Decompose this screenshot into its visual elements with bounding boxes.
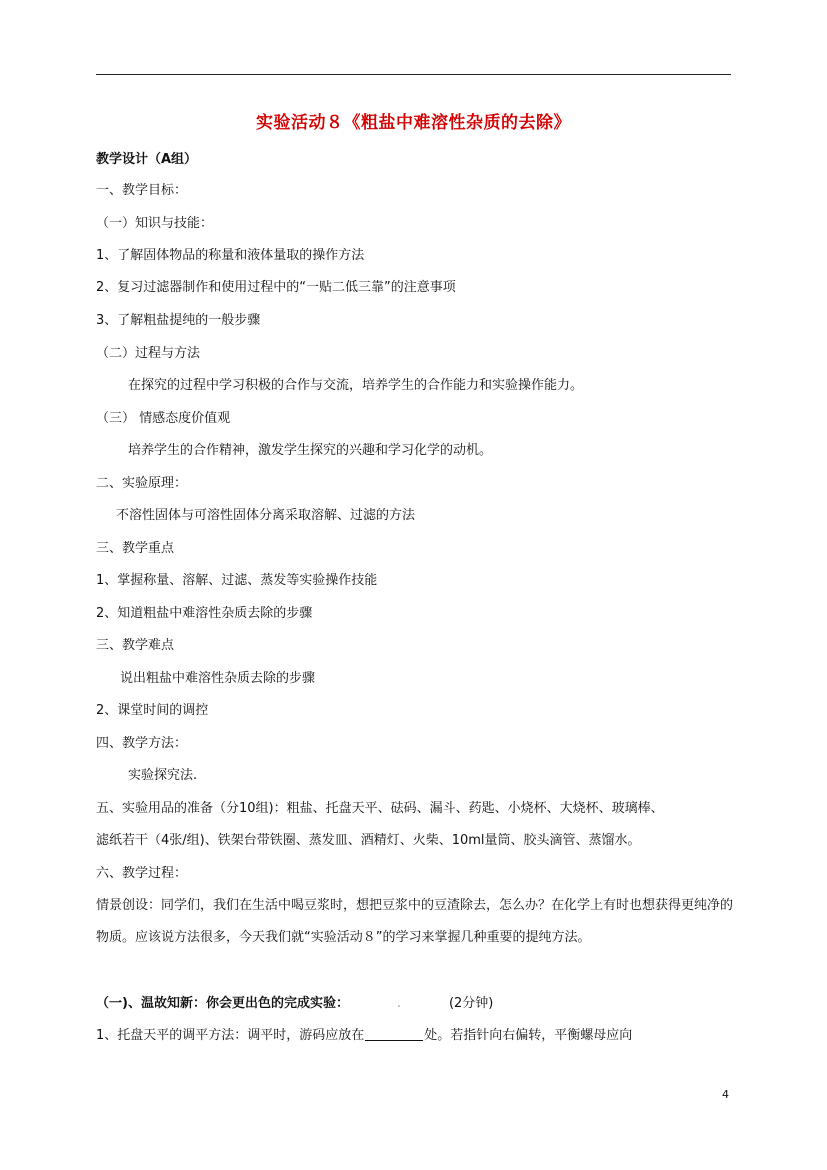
paragraph: 不溶性固体与可溶性固体分离采取溶解、过滤的方法 xyxy=(116,508,416,523)
fill-in-blank[interactable] xyxy=(365,1026,423,1041)
materials-line: 滤纸若干（4张/组)、铁架台带铁圈、蒸发皿、酒精灯、火柴、10ml量筒、胶头滴管、蒸馏水。 xyxy=(96,833,641,848)
heading-difficulties: 三、教学难点 xyxy=(96,638,175,653)
section-heading: 教学设计（A组） xyxy=(96,152,198,167)
review-duration: (2分钟) xyxy=(448,996,494,1011)
heading-objectives: 一、教学目标： xyxy=(96,183,188,198)
review-label: （一)、温故知新：你会更出色的完成实验： xyxy=(96,996,349,1011)
subheading-attitude: （三） 情感态度价值观 xyxy=(96,411,231,426)
question-text: 1、托盘天平的调平方法：调平时，游码应放在 xyxy=(96,1028,365,1043)
key-point-item: 1、掌握称量、溶解、过滤、蒸发等实验操作技能 xyxy=(96,573,378,588)
heading-principle: 二、实验原理： xyxy=(96,476,188,491)
subheading-process: （二）过程与方法 xyxy=(96,346,201,361)
key-point-item: 2、知道粗盐中难溶性杂质去除的步骤 xyxy=(96,606,313,621)
header-rule xyxy=(96,74,731,75)
objective-item: 2、复习过滤器制作和使用过程中的“一贴二低三靠”的注意事项 xyxy=(96,280,456,295)
heading-key-points: 三、教学重点 xyxy=(96,541,175,556)
objective-item: 1、了解固体物品的称量和液体量取的操作方法 xyxy=(96,248,365,263)
difficulty-item: 2、课堂时间的调控 xyxy=(96,703,209,718)
paragraph: 在探究的过程中学习积极的合作与交流，培养学生的合作能力和实验操作能力。 xyxy=(128,378,584,393)
paragraph: 说出粗盐中难溶性杂质去除的步骤 xyxy=(120,671,316,686)
subheading-knowledge: （一）知识与技能： xyxy=(96,216,214,231)
paragraph: 培养学生的合作精神，激发学生探究的兴趣和学习化学的动机。 xyxy=(128,443,493,458)
document-title: 实验活动８《粗盐中难溶性杂质的去除》 xyxy=(256,113,571,133)
scenario-paragraph: 情景创设：同学们，我们在生活中喝豆浆时，想把豆浆中的豆渣除去，怎么办？在化学上有时也想获得更纯净的物质。应该说方法很多，今天我们就“实验活动８”的学习来掌握几种重要的提纯方法。 xyxy=(96,898,734,945)
question-text-cont: 处。若指针向右偏转，平衡螺母应向 xyxy=(424,1028,633,1043)
review-line: （一)、温故知新：你会更出色的完成实验： . (2分钟) xyxy=(96,996,494,1011)
page-number: 4 xyxy=(722,1088,729,1101)
materials-line: 五、实验用品的准备（分10组)：粗盐、托盘天平、砝码、漏斗、药匙、小烧杯、大烧杯、玻璃棒、 xyxy=(96,801,664,816)
paragraph: 实验探究法. xyxy=(128,768,198,783)
objective-item: 3、了解粗盐提纯的一般步骤 xyxy=(96,313,261,328)
question-line xyxy=(96,1026,632,1046)
heading-procedure: 六、教学过程： xyxy=(96,866,188,881)
heading-methods: 四、教学方法： xyxy=(96,736,188,751)
